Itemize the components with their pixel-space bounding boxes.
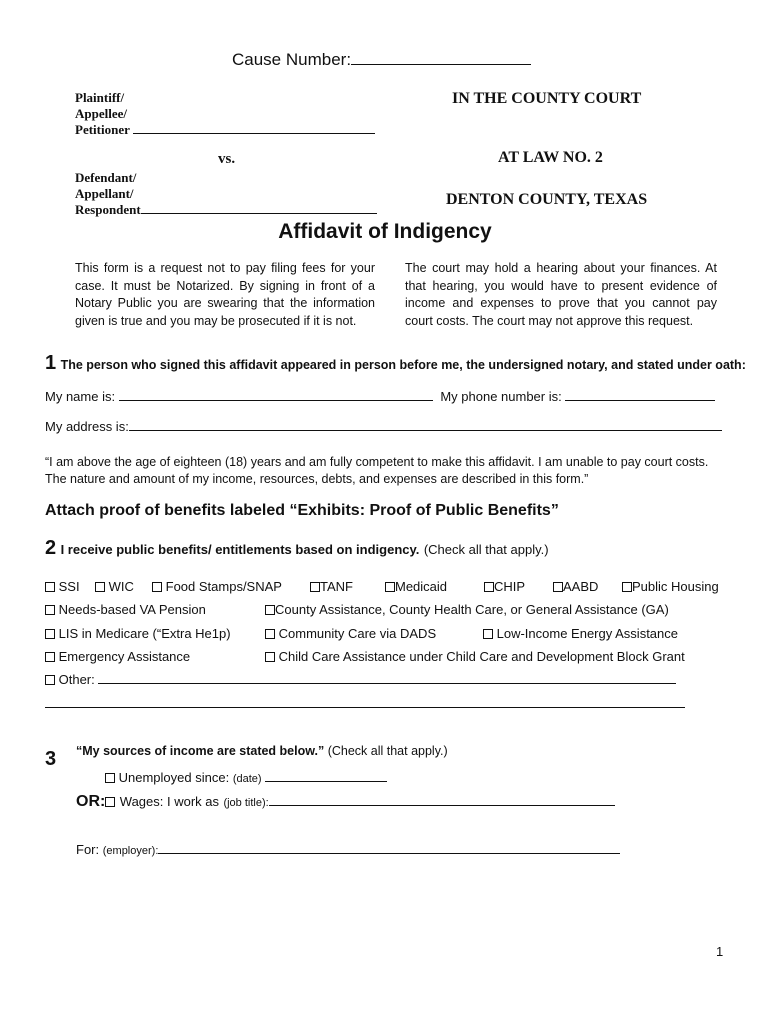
party-label: Respondent — [75, 202, 141, 217]
checkbox[interactable] — [45, 652, 55, 662]
checkbox[interactable] — [622, 582, 632, 592]
section1-heading-row — [45, 352, 746, 375]
option-label: County Assistance, County Health Care, or General Assistance (GA) — [275, 602, 669, 617]
section2-note: (Check all that apply.) — [423, 542, 549, 557]
section3-note: (Check all that apply.) — [327, 744, 448, 758]
unemployed-checkbox[interactable] — [105, 773, 115, 783]
section-number: 3 — [45, 748, 57, 770]
section3-heading: “My sources of income are stated below.” — [76, 744, 325, 758]
benefit-option-tanf[interactable] — [310, 579, 353, 594]
page-number: 1 — [716, 944, 724, 959]
or-label: OR: — [76, 793, 106, 810]
benefit-option-energy-assistance[interactable] — [483, 626, 678, 641]
option-label: SSI — [58, 579, 80, 594]
address-row — [45, 419, 722, 434]
plaintiff-block — [75, 90, 375, 138]
phone-field[interactable] — [565, 400, 715, 401]
party-label: Plaintiff/ — [75, 90, 125, 105]
address-field[interactable] — [129, 430, 722, 431]
benefit-option-county-assistance[interactable] — [265, 602, 669, 617]
phone-label: My phone number is: — [440, 389, 562, 404]
party-label: Petitioner — [75, 122, 130, 137]
benefit-option-wic[interactable] — [95, 579, 134, 594]
page-title: Affidavit of Indigency — [278, 220, 492, 243]
job-title-hint: (job title): — [223, 797, 269, 809]
court-name-line-2: AT LAW NO. 2 — [498, 149, 603, 166]
benefit-option-aabd[interactable] — [553, 579, 598, 594]
other-field[interactable] — [98, 683, 676, 684]
benefit-option-public-housing[interactable] — [622, 579, 719, 594]
checkbox[interactable] — [484, 582, 494, 592]
benefit-option-food-stamps[interactable] — [152, 579, 282, 594]
employer-hint: (employer): — [102, 845, 159, 857]
unemployed-row — [105, 770, 387, 785]
option-label: Food Stamps/SNAP — [165, 579, 282, 594]
benefit-option-ssi[interactable] — [45, 579, 80, 594]
petitioner-field[interactable] — [133, 133, 375, 134]
party-label: Defendant/ — [75, 170, 137, 185]
wages-label: Wages: I work as — [119, 794, 219, 809]
court-name-line-3: DENTON COUNTY, TEXAS — [446, 191, 648, 208]
checkbox[interactable] — [265, 652, 275, 662]
option-label: TANF — [320, 579, 353, 594]
unemployed-label: Unemployed since: — [118, 770, 230, 785]
unemployed-date-field[interactable] — [265, 781, 387, 782]
checkbox[interactable] — [310, 582, 320, 592]
employer-row — [76, 842, 620, 857]
respondent-field[interactable] — [141, 213, 377, 214]
benefit-option-medicaid[interactable] — [385, 579, 447, 594]
benefit-option-other[interactable] — [45, 672, 676, 687]
job-title-field[interactable] — [269, 805, 615, 806]
option-label: Low-Income Energy Assistance — [496, 626, 678, 641]
address-label: My address is: — [45, 419, 129, 434]
wages-checkbox[interactable] — [105, 797, 115, 807]
checkbox[interactable] — [553, 582, 563, 592]
checkbox[interactable] — [483, 629, 493, 639]
employer-field[interactable] — [158, 853, 620, 854]
name-label: My name is: — [45, 389, 116, 404]
option-label: Community Care via DADS — [278, 626, 437, 641]
option-label: LIS in Medicare (“Extra He1p) — [58, 626, 231, 641]
oath-statement: “I am above the age of eighteen (18) years and am fully competent to make this affidavit. I am unable to pay court costs. The nature and amount of my income, resources, debts, and expenses are described in this form.” — [45, 455, 709, 486]
checkbox[interactable] — [265, 629, 275, 639]
benefit-option-va-pension[interactable] — [45, 602, 206, 617]
section3-heading-row — [76, 744, 448, 758]
checkbox[interactable] — [265, 605, 275, 615]
intro-right: The court may hold a hearing about your finances. At that hearing, you would have to present evidence of income and expenses to prove that you cannot pay court costs. The court may not approve this request. — [405, 261, 717, 328]
option-label: AABD — [563, 579, 599, 594]
option-label: Child Care Assistance under Child Care and Development Block Grant — [278, 649, 685, 664]
other-continuation-line[interactable] — [45, 707, 685, 708]
checkbox[interactable] — [45, 605, 55, 615]
section2-heading-row — [45, 537, 549, 560]
intro-left: This form is a request not to pay filing fees for your case. It must be Notarized. By signing in front of a Notary Public you are swearing that the information given is true and you may be prosecuted if it is not. — [75, 261, 375, 328]
section-number: 1 — [45, 352, 57, 374]
wages-row — [76, 793, 615, 811]
option-label: CHIP — [494, 579, 526, 594]
date-hint: (date) — [232, 773, 262, 785]
defendant-block — [75, 170, 377, 218]
court-name-line-1: IN THE COUNTY COURT — [452, 90, 642, 107]
section2-heading: I receive public benefits/ entitlements based on indigency. — [60, 542, 420, 557]
section-number: 2 — [45, 537, 57, 559]
benefit-option-lis-medicare[interactable] — [45, 626, 231, 641]
option-label: Needs-based VA Pension — [58, 602, 206, 617]
option-label: Other: — [58, 672, 95, 687]
employer-label: For: — [76, 842, 100, 857]
name-phone-row — [45, 389, 715, 404]
benefit-option-chip[interactable] — [484, 579, 525, 594]
cause-number-label: Cause Number: — [232, 50, 352, 69]
option-label: Medicaid — [395, 579, 448, 594]
section1-heading: The person who signed this affidavit appeared in person before me, the undersigned notary, and stated under oath: — [60, 358, 746, 372]
attach-instruction: Attach proof of benefits labeled “Exhibits: Proof of Public Benefits” — [45, 502, 559, 519]
cause-number-field[interactable] — [351, 64, 531, 65]
party-label: Appellant/ — [75, 186, 134, 201]
versus-label: vs. — [218, 151, 236, 167]
checkbox[interactable] — [152, 582, 162, 592]
cause-number-row — [232, 50, 531, 70]
benefit-option-emergency[interactable] — [45, 649, 190, 664]
checkbox[interactable] — [385, 582, 395, 592]
checkbox[interactable] — [45, 675, 55, 685]
checkbox[interactable] — [95, 582, 105, 592]
name-field[interactable] — [119, 400, 433, 401]
option-label: Emergency Assistance — [58, 649, 191, 664]
benefit-option-child-care[interactable] — [265, 649, 685, 664]
checkbox[interactable] — [45, 629, 55, 639]
party-label: Appellee/ — [75, 106, 127, 121]
benefit-option-community-care[interactable] — [265, 626, 436, 641]
checkbox[interactable] — [45, 582, 55, 592]
option-label: Public Housing — [632, 579, 719, 594]
option-label: WIC — [108, 579, 134, 594]
